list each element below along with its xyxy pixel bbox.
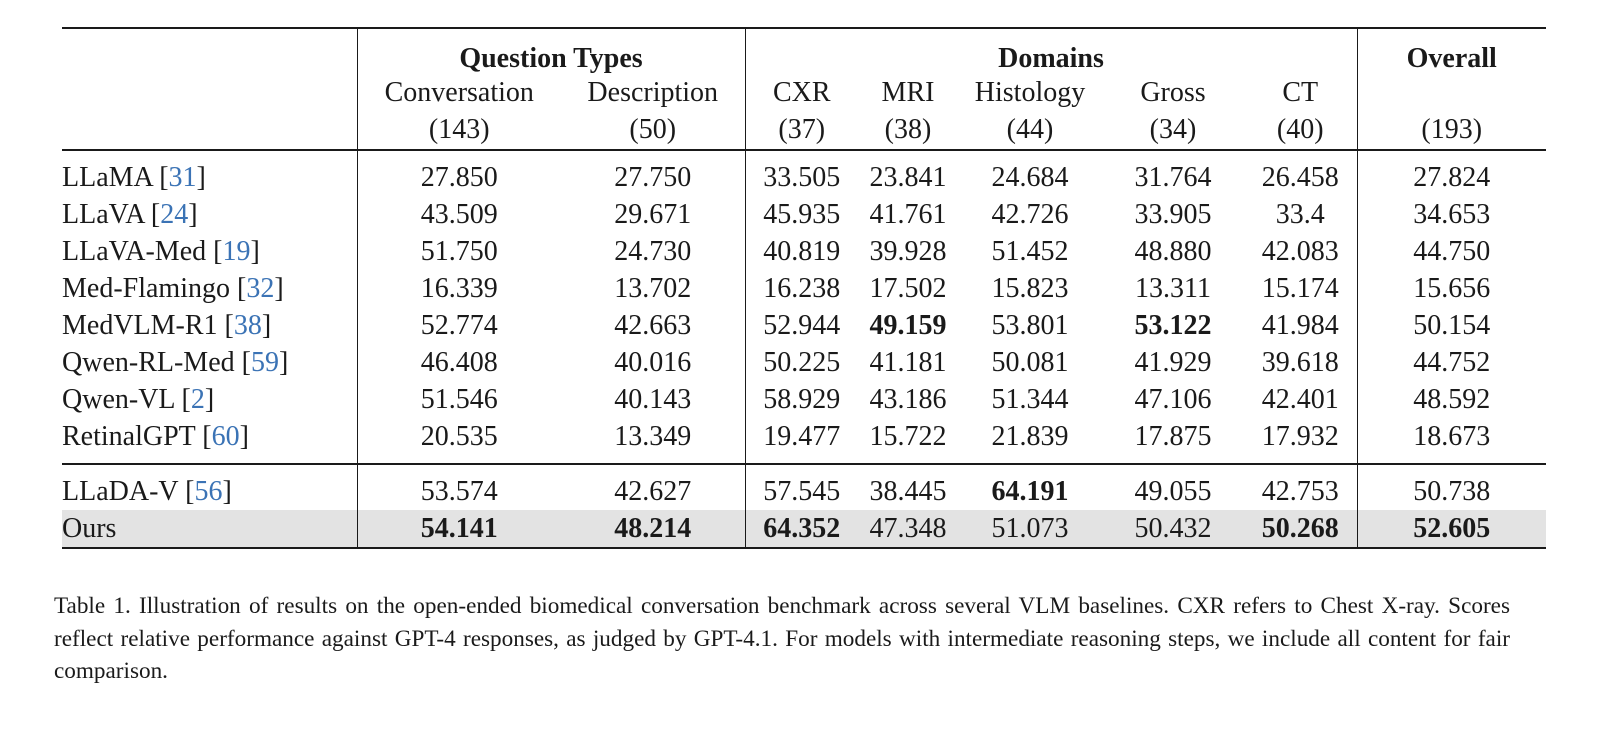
score-cell-histology: 51.452 xyxy=(991,235,1069,267)
score-cell-overall: 15.656 xyxy=(1357,270,1546,307)
model-name: Qwen-RL-Med xyxy=(62,346,235,378)
table-row xyxy=(62,510,1546,548)
results-table xyxy=(62,27,1546,549)
score-cell-overall: 50.738 xyxy=(1357,473,1546,510)
col-count-conversation: (143) xyxy=(357,111,561,150)
score-cell-overall: 50.154 xyxy=(1357,307,1546,344)
score-cell-description: 13.349 xyxy=(614,420,692,452)
score-cell-histology: 53.801 xyxy=(991,309,1069,341)
score-cell-histology: 51.344 xyxy=(991,383,1069,415)
model-name-cell: MedVLM-R1 [38] xyxy=(62,309,272,341)
col-label-overall xyxy=(1357,75,1546,111)
col-count-description: (50) xyxy=(629,114,677,145)
score-cell-gross: 17.875 xyxy=(1134,420,1212,452)
score-cell-ct: 15.174 xyxy=(1261,272,1339,304)
model-name-cell xyxy=(62,510,357,548)
table-row xyxy=(62,270,1546,307)
column-count-row xyxy=(62,111,1546,150)
model-name-cell: LLaMA [31] xyxy=(62,161,206,193)
col-label-histology: Histology xyxy=(974,77,1086,108)
score-cell-cxr: 57.545 xyxy=(745,473,858,510)
score-cell-description: 13.702 xyxy=(614,272,692,304)
score-cell-gross: 48.880 xyxy=(1134,235,1212,267)
score-cell-cxr: 52.944 xyxy=(745,307,858,344)
score-cell-description: 48.214 xyxy=(561,510,745,548)
score-cell-ct: 50.268 xyxy=(1244,510,1357,548)
citation-link[interactable]: 24 xyxy=(160,198,189,230)
score-cell-overall: 44.752 xyxy=(1357,344,1546,381)
score-cell-description: 42.663 xyxy=(614,309,692,341)
score-cell-conversation: 46.408 xyxy=(357,344,561,381)
score-cell-overall: 34.653 xyxy=(1357,196,1546,233)
col-count-cxr: (37) xyxy=(745,111,858,150)
score-cell-mri: 17.502 xyxy=(869,272,947,304)
model-name-cell: LLaVA [24] xyxy=(62,198,198,230)
col-count-mri: (38) xyxy=(884,114,932,145)
score-cell-mri: 23.841 xyxy=(869,161,947,193)
model-name: LLaMA xyxy=(62,161,153,193)
model-name: LLaVA-Med xyxy=(62,235,207,267)
col-label-mri: MRI xyxy=(881,77,935,108)
model-name-cell: RetinalGPT [60] xyxy=(62,420,249,452)
score-cell-overall: 18.673 xyxy=(1357,418,1546,455)
score-cell-gross: 47.106 xyxy=(1134,383,1212,415)
table-row xyxy=(62,307,1546,344)
score-cell-conversation: 51.750 xyxy=(357,233,561,270)
score-cell-conversation: 20.535 xyxy=(357,418,561,455)
model-name: Med-Flamingo xyxy=(62,272,230,304)
model-name: MedVLM-R1 xyxy=(62,309,218,341)
col-label-gross: Gross xyxy=(1140,77,1206,108)
citation-link[interactable]: 60 xyxy=(211,420,240,452)
score-cell-cxr: 45.935 xyxy=(745,196,858,233)
score-cell-ct: 41.984 xyxy=(1261,309,1339,341)
score-cell-cxr: 64.352 xyxy=(745,510,858,548)
score-cell-conversation: 16.339 xyxy=(357,270,561,307)
col-count-overall: (193) xyxy=(1357,111,1546,150)
score-cell-gross: 41.929 xyxy=(1134,346,1212,378)
group-header-row xyxy=(62,29,1546,75)
group-overall: Overall xyxy=(1357,29,1546,75)
score-cell-gross: 33.905 xyxy=(1134,198,1212,230)
score-cell-mri: 39.928 xyxy=(869,235,947,267)
score-cell-mri: 43.186 xyxy=(869,383,947,415)
score-cell-mri: 47.348 xyxy=(858,510,958,548)
score-cell-overall: 48.592 xyxy=(1357,381,1546,418)
score-cell-conversation: 52.774 xyxy=(357,307,561,344)
model-name: LLaVA xyxy=(62,198,144,230)
model-name-cell: Qwen-VL [2] xyxy=(62,383,215,415)
model-name: RetinalGPT xyxy=(62,420,196,452)
score-cell-description: 24.730 xyxy=(614,235,692,267)
score-cell-gross: 53.122 xyxy=(1134,309,1212,341)
score-cell-conversation: 27.850 xyxy=(357,159,561,196)
table-row xyxy=(62,344,1546,381)
group-domains: Domains xyxy=(745,29,1357,75)
model-name: LLaDA-V xyxy=(62,475,179,507)
score-cell-description: 29.671 xyxy=(614,198,692,230)
col-label-cxr: CXR xyxy=(745,75,858,111)
score-cell-histology: 24.684 xyxy=(991,161,1069,193)
group-question-types: Question Types xyxy=(357,29,745,75)
col-count-histology: (44) xyxy=(1006,114,1054,145)
score-cell-description: 40.016 xyxy=(614,346,692,378)
score-cell-ct: 39.618 xyxy=(1261,346,1339,378)
score-cell-conversation: 53.574 xyxy=(357,473,561,510)
column-label-row xyxy=(62,75,1546,111)
citation-link[interactable]: 59 xyxy=(250,346,279,378)
model-name-cell: LLaVA-Med [19] xyxy=(62,235,260,267)
model-name: Ours xyxy=(62,512,117,544)
table-header xyxy=(62,28,1546,151)
table-row xyxy=(62,196,1546,233)
score-cell-cxr: 19.477 xyxy=(745,418,858,455)
score-cell-mri: 41.761 xyxy=(869,198,947,230)
score-cell-overall: 52.605 xyxy=(1357,510,1546,548)
table-row xyxy=(62,233,1546,270)
score-cell-cxr: 40.819 xyxy=(745,233,858,270)
score-cell-histology: 64.191 xyxy=(991,475,1069,507)
score-cell-ct: 17.932 xyxy=(1261,420,1339,452)
score-cell-gross: 50.432 xyxy=(1102,510,1244,548)
citation-link[interactable]: 32 xyxy=(246,272,275,304)
col-count-gross: (34) xyxy=(1149,114,1197,145)
col-label-ct: CT xyxy=(1282,77,1319,108)
table-row xyxy=(62,159,1546,196)
score-cell-ct: 42.083 xyxy=(1261,235,1339,267)
score-cell-ct: 42.401 xyxy=(1261,383,1339,415)
citation-link[interactable]: 2 xyxy=(190,383,205,415)
score-cell-gross: 49.055 xyxy=(1134,475,1212,507)
citation-link[interactable]: 38 xyxy=(233,309,262,341)
score-cell-gross: 31.764 xyxy=(1134,161,1212,193)
score-cell-overall: 27.824 xyxy=(1357,159,1546,196)
score-cell-histology: 50.081 xyxy=(991,346,1069,378)
score-cell-mri: 41.181 xyxy=(869,346,947,378)
score-cell-conversation: 43.509 xyxy=(357,196,561,233)
score-cell-description: 42.627 xyxy=(614,475,692,507)
model-name: Qwen-VL xyxy=(62,383,175,415)
score-cell-gross: 13.311 xyxy=(1135,272,1211,304)
score-cell-ct: 26.458 xyxy=(1261,161,1339,193)
table-caption: Table 1. Illustration of results on the open-ended biomedical conversation benchmark across several VLM baselines. CXR refers to Chest X-ray. Scores reflect relative performance against GPT-4 responses, as judged by GPT-4.1. For models with intermediate reasoning steps, we include all content for fair comparison. xyxy=(54,593,1510,684)
score-cell-histology: 15.823 xyxy=(991,272,1069,304)
score-cell-histology: 42.726 xyxy=(991,198,1069,230)
model-name-cell: LLaDA-V [56] xyxy=(62,475,232,507)
score-cell-mri: 49.159 xyxy=(869,309,947,341)
citation-link[interactable]: 56 xyxy=(194,475,223,507)
score-cell-cxr: 16.238 xyxy=(745,270,858,307)
table-body xyxy=(62,151,1546,549)
score-cell-mri: 15.722 xyxy=(869,420,947,452)
score-cell-cxr: 50.225 xyxy=(745,344,858,381)
col-count-ct: (40) xyxy=(1276,114,1324,145)
model-name-cell: Med-Flamingo [32] xyxy=(62,272,284,304)
table-row xyxy=(62,381,1546,418)
score-cell-mri: 38.445 xyxy=(869,475,947,507)
score-cell-cxr: 58.929 xyxy=(745,381,858,418)
model-name-cell: Qwen-RL-Med [59] xyxy=(62,346,289,378)
score-cell-ct: 33.4 xyxy=(1275,198,1325,230)
score-cell-cxr: 33.505 xyxy=(745,159,858,196)
citation-link[interactable]: 31 xyxy=(168,161,197,193)
col-label-conversation: Conversation xyxy=(357,75,561,111)
score-cell-histology: 21.839 xyxy=(991,420,1069,452)
citation-link[interactable]: 19 xyxy=(222,235,251,267)
col-label-description: Description xyxy=(587,77,719,108)
score-cell-overall: 44.750 xyxy=(1357,233,1546,270)
score-cell-conversation: 54.141 xyxy=(357,510,561,548)
table-row xyxy=(62,418,1546,455)
table-row xyxy=(62,473,1546,510)
score-cell-ct: 42.753 xyxy=(1261,475,1339,507)
score-cell-description: 27.750 xyxy=(614,161,692,193)
score-cell-description: 40.143 xyxy=(614,383,692,415)
score-cell-conversation: 51.546 xyxy=(357,381,561,418)
score-cell-histology: 51.073 xyxy=(958,510,1102,548)
